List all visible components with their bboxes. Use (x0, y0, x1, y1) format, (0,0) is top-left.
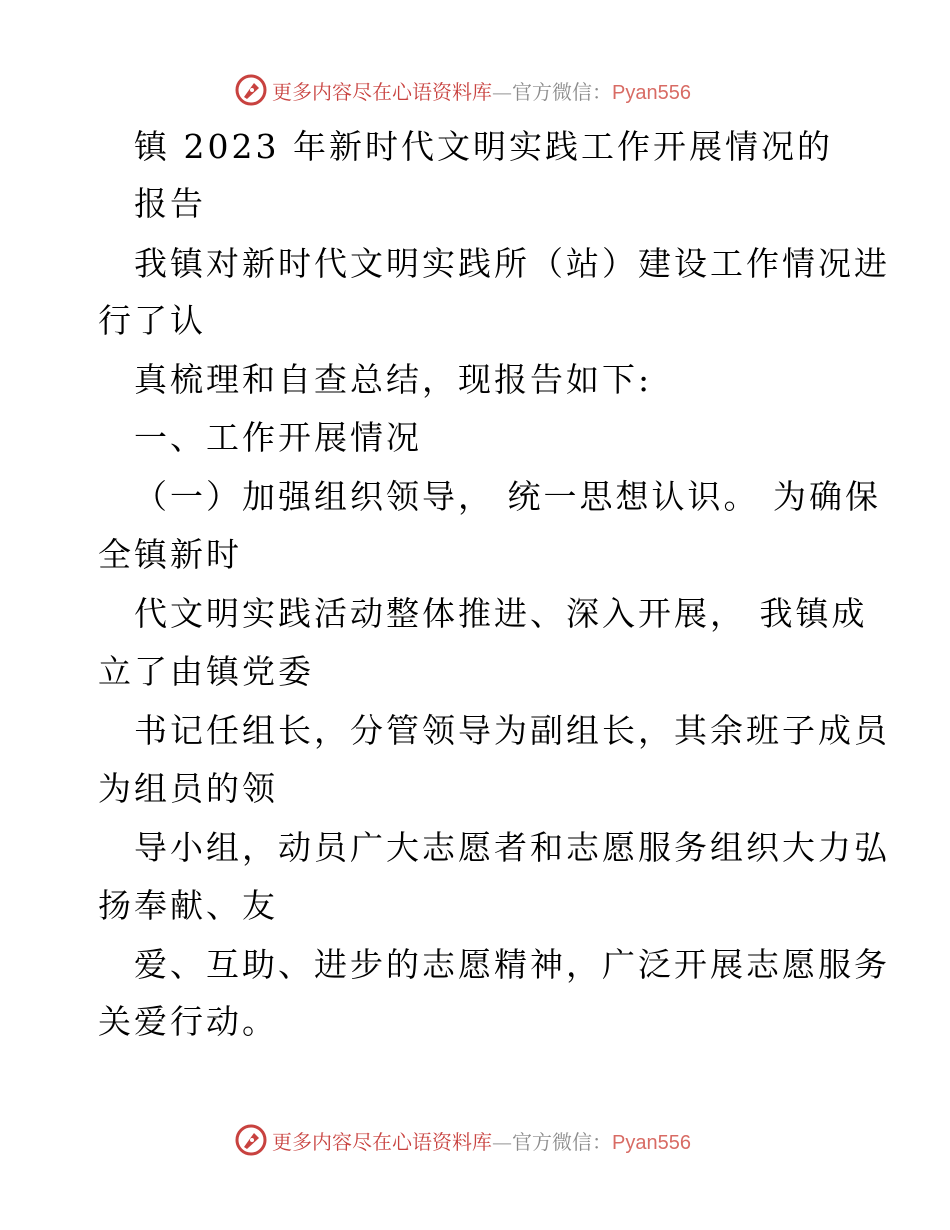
watermark-text: 更多内容尽在心语资料库—官方微信：Pyan556 (272, 79, 691, 104)
paragraph-line: 代文明实践活动整体推进、深入开展， 我镇成 (134, 594, 868, 633)
paragraph-line: 为组员的领 (98, 769, 278, 808)
paragraph-line: （一）加强组织领导， 统一思想认识。 为确保 (134, 477, 881, 516)
paragraph-line: 全镇新时 (98, 535, 242, 574)
paragraph-line: 关爱行动。 (98, 1002, 278, 1041)
header-watermark (234, 72, 691, 108)
footer-watermark (234, 1122, 691, 1158)
paragraph-line: 我镇对新时代文明实践所（站）建设工作情况进 (134, 244, 890, 283)
doc-title-line-2: 报告 (134, 184, 206, 223)
paragraph-line: 扬奉献、友 (98, 886, 278, 925)
watermark-text: 更多内容尽在心语资料库—官方微信：Pyan556 (272, 1129, 691, 1154)
paragraph-line: 爱、互助、进步的志愿精神，广泛开展志愿服务 (134, 945, 890, 984)
pen-nib-circle-icon (234, 1123, 268, 1157)
paragraph-line: 立了由镇党委 (98, 652, 314, 691)
paragraph-line: 导小组，动员广大志愿者和志愿服务组织大力弘 (134, 828, 890, 867)
section-heading: 一、工作开展情况 (134, 418, 422, 457)
pen-nib-circle-icon (234, 73, 268, 107)
paragraph-line: 行了认 (98, 301, 206, 340)
paragraph-line: 真梳理和自查总结，现报告如下: (134, 360, 653, 399)
paragraph-line: 书记任组长，分管领导为副组长，其余班子成员 (134, 711, 890, 750)
doc-title-line-1: 镇 2023 年新时代文明实践工作开展情况的 (134, 127, 833, 166)
